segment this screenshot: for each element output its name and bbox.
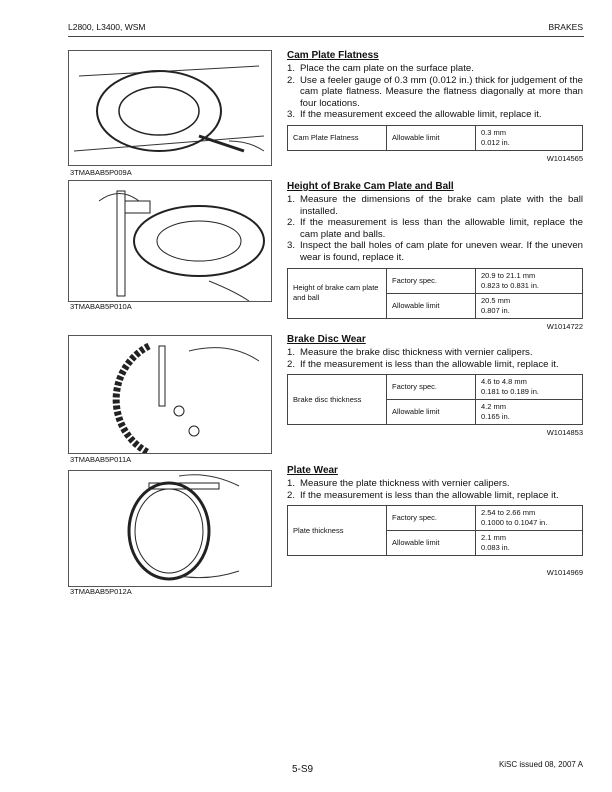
figure-caption: 3TMABAB5P010A bbox=[70, 302, 132, 311]
reference-code: W1014565 bbox=[546, 153, 583, 163]
step: 1. Measure the dimensions of the brake cam plate with the ball installed. bbox=[287, 194, 583, 217]
reference-code: W1014722 bbox=[546, 321, 583, 331]
spec-table: Cam Plate Flatness Allowable limit 0.3 mm 0.012 in. bbox=[287, 125, 583, 151]
figure-cam-plate-flatness bbox=[68, 50, 272, 166]
figure-plate bbox=[68, 470, 272, 587]
reference-code: W1014853 bbox=[546, 428, 583, 438]
step: 3. If the measurement exceed the allowable limit, replace it. bbox=[287, 109, 542, 121]
figure-cam-plate-ball bbox=[68, 180, 272, 302]
figure-caption: 3TMABAB5P009A bbox=[70, 168, 132, 177]
header-divider bbox=[68, 36, 584, 37]
figure-caption: 3TMABAB5P012A bbox=[70, 587, 132, 596]
step: 1. Place the cam plate on the surface plate. bbox=[287, 63, 474, 74]
step: 2. If the measurement is less than the allowable limit, replace the cam plate and balls. bbox=[287, 217, 583, 240]
section-title: Brake Disc Wear bbox=[287, 334, 366, 345]
step: 2. If the measurement is less than the allowable limit, replace it. bbox=[287, 489, 559, 501]
section-plate-wear bbox=[287, 465, 583, 577]
issue-note: KiSC issued 08, 2007 A bbox=[498, 760, 583, 769]
header-manual-title: L2800, L3400, WSM bbox=[68, 22, 146, 32]
page-number: 5-S9 bbox=[292, 764, 314, 775]
step: 3. Inspect the ball holes of cam plate for uneven wear. If the uneven wear is found, replace it. bbox=[287, 240, 583, 263]
spec-table: Brake disc thickness Factory spec. 4.6 to 4.8 mm 0.181 to 0.189 in. Allowable limit 4.2 mm 0.165 in. bbox=[287, 374, 583, 425]
section-title: Plate Wear bbox=[287, 465, 338, 476]
spec-table: Plate thickness Factory spec. 2.54 to 2.66 mm 0.1000 to 0.1047 in. Allowable limit 2.1 mm 0.083 in. bbox=[287, 505, 583, 556]
step: 1. Measure the brake disc thickness with vernier calipers. bbox=[287, 347, 533, 358]
section-title: Cam Plate Flatness bbox=[287, 50, 379, 61]
section-brake-disc-wear bbox=[287, 334, 583, 437]
header-section-title: BRAKES bbox=[548, 22, 583, 32]
reference-code: W1014969 bbox=[546, 568, 583, 578]
section-cam-plate-ball-height bbox=[287, 181, 583, 331]
step: 1. Measure the plate thickness with vernier calipers. bbox=[287, 478, 510, 489]
section-cam-plate-flatness bbox=[287, 50, 583, 163]
section-title: Height of Brake Cam Plate and Ball bbox=[287, 181, 454, 192]
spec-table: Height of brake cam plate and ball Factory spec. 20.9 to 21.1 mm 0.823 to 0.831 in. Allowable limit 20.5 mm 0.807 in. bbox=[287, 268, 583, 319]
figure-brake-disc bbox=[68, 335, 272, 454]
step: 2. Use a feeler gauge of 0.3 mm (0.012 in.) thick for judgement of the cam plate flatness. Measure the flatness diagonally at more than four locations. bbox=[287, 74, 583, 109]
figure-caption: 3TMABAB5P011A bbox=[70, 455, 132, 464]
step: 2. If the measurement is less than the allowable limit, replace it. bbox=[287, 358, 559, 370]
